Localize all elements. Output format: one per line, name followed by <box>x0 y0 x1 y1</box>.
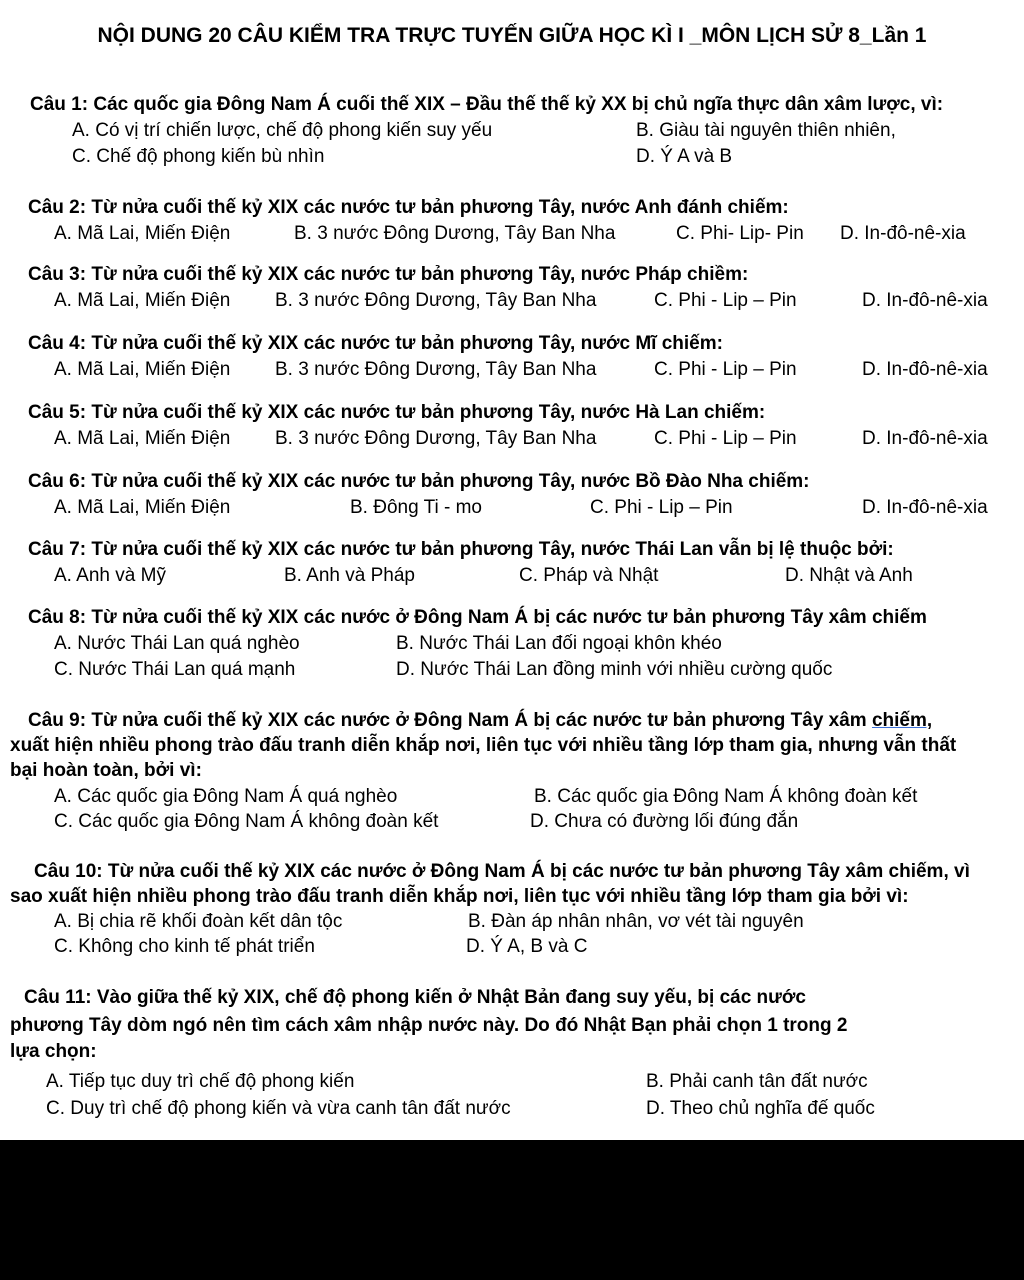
question-11-option-b: B. Phải canh tân đất nước <box>646 1071 868 1092</box>
question-11-text-line-2: phương Tây dòm ngó nên tìm cách xâm nhập nước này. Do đó Nhật Bạn phải chọn 1 trong 2 <box>10 1015 848 1036</box>
question-7-option-b: B. Anh và Pháp <box>284 565 415 586</box>
question-1-option-c: C. Chế độ phong kiến bù nhìn <box>72 146 325 167</box>
question-9-option-b: B. Các quốc gia Đông Nam Á không đoàn kết <box>534 786 918 807</box>
question-11-option-c: C. Duy trì chế độ phong kiến và vừa canh tân đất nước <box>46 1098 511 1119</box>
question-4-option-d: D. In-đô-nê-xia <box>862 359 988 380</box>
question-8-option-d: D. Nước Thái Lan đồng minh với nhiều cường quốc <box>396 659 833 680</box>
question-5-text: Câu 5: Từ nửa cuối thế kỷ XIX các nước tư bản phương Tây, nước Hà Lan chiếm: <box>28 402 766 423</box>
question-7-option-c: C. Pháp và Nhật <box>519 565 659 586</box>
question-5-option-c: C. Phi - Lip – Pin <box>654 428 797 449</box>
question-9-text-main: Câu 9: Từ nửa cuối thế kỷ XIX các nước ở Đông Nam Á bị các nước tư bản phương Tây xâm <box>28 710 867 731</box>
question-5-option-a: A. Mã Lai, Miến Điện <box>54 428 231 449</box>
question-5-option-b: B. 3 nước Đông Dương, Tây Ban Nha <box>275 428 597 449</box>
screen-bottom-blank <box>0 1140 1024 1280</box>
question-10-option-b: B. Đàn áp nhân nhân, vơ vét tài nguyên <box>468 911 804 932</box>
question-10-text: Câu 10: Từ nửa cuối thế kỷ XIX các nước ở Đông Nam Á bị các nước tư bản phương Tây xâm chiếm, vì <box>34 861 970 882</box>
question-7-text: Câu 7: Từ nửa cuối thế kỷ XIX các nước tư bản phương Tây, nước Thái Lan vẫn bị lệ thuộc bởi: <box>28 539 894 560</box>
question-6-option-a: A. Mã Lai, Miến Điện <box>54 497 231 518</box>
question-11-text-line-3: lựa chọn: <box>10 1041 97 1062</box>
question-9-text <box>28 710 932 732</box>
question-3-option-d: D. In-đô-nê-xia <box>862 290 988 311</box>
question-4-option-a: A. Mã Lai, Miến Điện <box>54 359 231 380</box>
question-6-option-b: B. Đông Ti - mo <box>350 497 482 518</box>
question-11-option-d: D. Theo chủ nghĩa đế quốc <box>646 1098 875 1119</box>
question-9-text-line-2: xuất hiện nhiều phong trào đấu tranh diễn khắp nơi, liên tục với nhiều tầng lớp tham gia, nhưng vẫn thất <box>10 735 957 756</box>
question-2-option-b: B. 3 nước Đông Dương, Tây Ban Nha <box>294 223 616 244</box>
question-9-option-a: A. Các quốc gia Đông Nam Á quá nghèo <box>54 786 398 807</box>
question-11-text: Câu 11: Vào giữa thế kỷ XIX, chế độ phong kiến ở Nhật Bản đang suy yếu, bị các nước <box>24 987 806 1008</box>
question-3-option-a: A. Mã Lai, Miến Điện <box>54 290 231 311</box>
question-4-text: Câu 4: Từ nửa cuối thế kỷ XIX các nước tư bản phương Tây, nước Mĩ chiếm: <box>28 333 723 354</box>
question-8-option-a: A. Nước Thái Lan quá nghèo <box>54 633 300 654</box>
question-9-option-d: D. Chưa có đường lối đúng đắn <box>530 811 799 832</box>
question-4-option-b: B. 3 nước Đông Dương, Tây Ban Nha <box>275 359 597 380</box>
question-1-text: Câu 1: Các quốc gia Đông Nam Á cuối thế XIX – Đầu thế thế kỷ XX bị chủ ngĩa thực dân xâm lược, vì: <box>30 94 944 115</box>
question-6-option-d: D. In-đô-nê-xia <box>862 497 988 518</box>
question-2-text: Câu 2: Từ nửa cuối thế kỷ XIX các nước tư bản phương Tây, nước Anh đánh chiếm: <box>28 197 789 218</box>
question-10-text-line-2: sao xuất hiện nhiều phong trào đấu tranh diễn khắp nơi, liên tục với nhiều tầng lớp tham gia bởi vì: <box>10 886 909 907</box>
question-9-text-underlined: chiếm, <box>871 710 933 731</box>
question-10-option-d: D. Ý A, B và C <box>466 936 588 957</box>
question-6-text: Câu 6: Từ nửa cuối thế kỷ XIX các nước tư bản phương Tây, nước Bồ Đào Nha chiếm: <box>28 471 810 492</box>
question-2-option-c: C. Phi- Lip- Pin <box>676 223 804 244</box>
question-1-option-a: A. Có vị trí chiến lược, chế độ phong kiến suy yếu <box>72 120 493 141</box>
question-1-option-d: D. Ý A và B <box>636 146 733 167</box>
question-6-option-c: C. Phi - Lip – Pin <box>590 497 733 518</box>
question-2-option-d: D. In-đô-nê-xia <box>840 223 966 244</box>
question-11-option-a: A. Tiếp tục duy trì chế độ phong kiến <box>46 1071 355 1092</box>
document-title: NỘI DUNG 20 CÂU KIỂM TRA TRỰC TUYẾN GIỮA HỌC KÌ I _MÔN LỊCH SỬ 8_Lần 1 <box>97 24 927 47</box>
question-3-option-c: C. Phi - Lip – Pin <box>654 290 797 311</box>
question-5-option-d: D. In-đô-nê-xia <box>862 428 988 449</box>
question-1-option-b: B. Giàu tài nguyên thiên nhiên, <box>636 120 896 141</box>
question-8-option-b: B. Nước Thái Lan đối ngoại khôn khéo <box>396 633 722 654</box>
question-10-option-a: A. Bị chia rẽ khối đoàn kết dân tộc <box>54 911 343 932</box>
question-3-text: Câu 3: Từ nửa cuối thế kỷ XIX các nước tư bản phương Tây, nước Pháp chiềm: <box>28 264 749 285</box>
question-8-text: Câu 8: Từ nửa cuối thế kỷ XIX các nước ở Đông Nam Á bị các nước tư bản phương Tây xâm chiếm <box>28 607 927 628</box>
question-9-text-line-3: bại hoàn toàn, bởi vì: <box>10 760 202 781</box>
question-8-option-c: C. Nước Thái Lan quá mạnh <box>54 659 296 680</box>
question-9-option-c: C. Các quốc gia Đông Nam Á không đoàn kết <box>54 811 439 832</box>
question-10-option-c: C. Không cho kinh tế phát triển <box>54 936 315 957</box>
question-7-option-a: A. Anh và Mỹ <box>54 565 166 586</box>
question-7-option-d: D. Nhật và Anh <box>785 565 913 586</box>
question-2-option-a: A. Mã Lai, Miến Điện <box>54 223 231 244</box>
question-3-option-b: B. 3 nước Đông Dương, Tây Ban Nha <box>275 290 597 311</box>
question-4-option-c: C. Phi - Lip – Pin <box>654 359 797 380</box>
